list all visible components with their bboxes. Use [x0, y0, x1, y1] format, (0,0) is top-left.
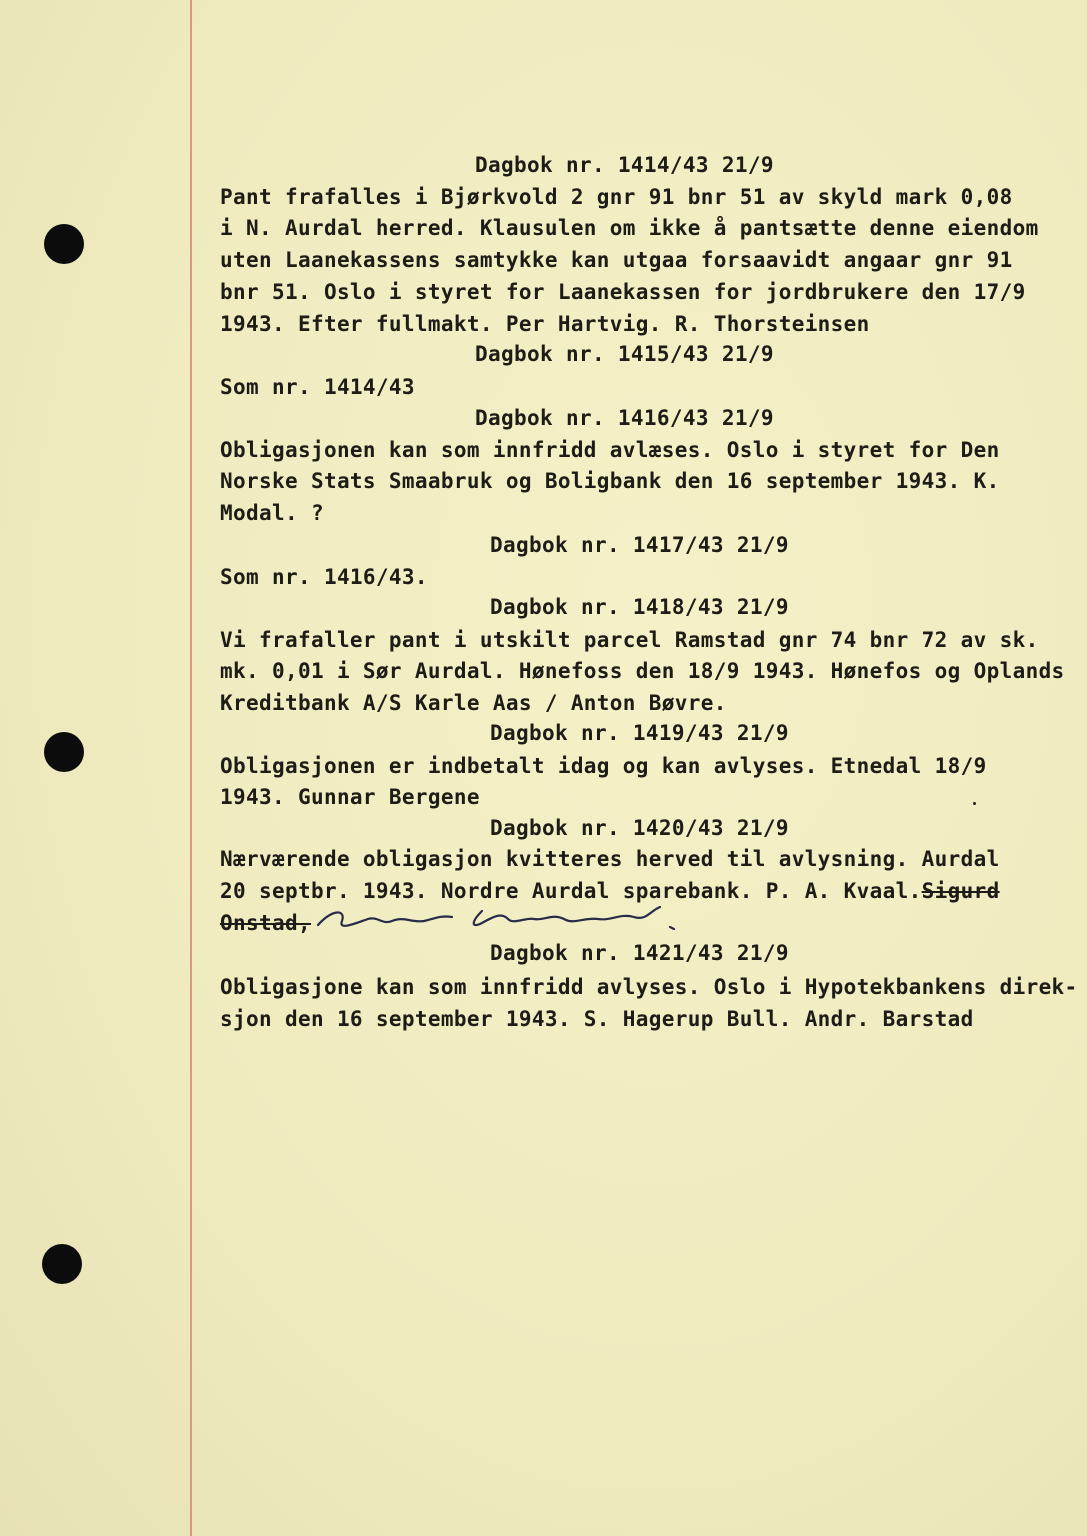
- entry-header: Dagbok nr. 1414/43 21/9: [475, 153, 774, 177]
- entry-text-line: Som nr. 1414/43: [220, 375, 415, 399]
- entry-header: Dagbok nr. 1420/43 21/9: [490, 816, 789, 840]
- entry-text-line: 1943. Efter fullmakt. Per Hartvig. R. Thorsteinsen: [220, 312, 870, 336]
- punch-hole-middle: [44, 732, 84, 772]
- entry-text-line: Obligasjonen kan som innfridd avlæses. Oslo i styret for Den: [220, 438, 1000, 462]
- entry-text-line: bnr 51. Oslo i styret for Laanekassen for jordbrukere den 17/9: [220, 280, 1026, 304]
- entry-header: Dagbok nr. 1416/43 21/9: [475, 406, 774, 430]
- entry-header: Dagbok nr. 1421/43 21/9: [490, 941, 789, 965]
- entry-text-line: i N. Aurdal herred. Klausulen om ikke å pantsætte denne eiendom: [220, 216, 1039, 240]
- punch-hole-bottom: [42, 1244, 82, 1284]
- ink-speck: [973, 802, 976, 805]
- struck-text: Onstad,: [220, 911, 311, 935]
- entry-text-line: Nærværende obligasjon kvitteres herved til avlysning. Aurdal: [220, 847, 1000, 871]
- handwritten-signature: [312, 903, 692, 935]
- entry-header: Dagbok nr. 1415/43 21/9: [475, 342, 774, 366]
- entry-text-line: Som nr. 1416/43.: [220, 565, 428, 589]
- punch-hole-top: [44, 224, 84, 264]
- entry-text-line: Norske Stats Smaabruk og Boligbank den 16 september 1943. K.: [220, 469, 1000, 493]
- entry-text-line: Obligasjone kan som innfridd avlyses. Oslo i Hypotekbankens direk-: [220, 975, 1078, 999]
- entry-text-line: Kreditbank A/S Karle Aas / Anton Bøvre.: [220, 691, 727, 715]
- entry-text-line: Obligasjonen er indbetalt idag og kan avlyses. Etnedal 18/9: [220, 754, 987, 778]
- entry-header: Dagbok nr. 1417/43 21/9: [490, 533, 789, 557]
- entry-text: 20 septbr. 1943. Nordre Aurdal sparebank. P. A. Kvaal.: [220, 879, 922, 903]
- entry-text-line: mk. 0,01 i Sør Aurdal. Hønefoss den 18/9 1943. Hønefos og Oplands: [220, 659, 1065, 683]
- entry-text-line: uten Laanekassens samtykke kan utgaa forsaavidt angaar gnr 91: [220, 248, 1013, 272]
- struck-text: Sigurd: [921, 879, 1000, 903]
- entry-text-line: sjon den 16 september 1943. S. Hagerup Bull. Andr. Barstad: [220, 1007, 974, 1031]
- entry-header: Dagbok nr. 1418/43 21/9: [490, 595, 789, 619]
- entry-text-line: [220, 878, 1000, 904]
- entry-text-line: Modal. ?: [220, 501, 324, 525]
- margin-rule: [190, 0, 192, 1536]
- entry-header: Dagbok nr. 1419/43 21/9: [490, 721, 789, 745]
- entry-text-line: 1943. Gunnar Bergene: [220, 785, 480, 809]
- entry-text-line: Vi frafaller pant i utskilt parcel Ramstad gnr 74 bnr 72 av sk.: [220, 628, 1039, 652]
- entry-text-line: Pant frafalles i Bjørkvold 2 gnr 91 bnr 51 av skyld mark 0,08: [220, 185, 1013, 209]
- entry-text-line: [220, 910, 311, 936]
